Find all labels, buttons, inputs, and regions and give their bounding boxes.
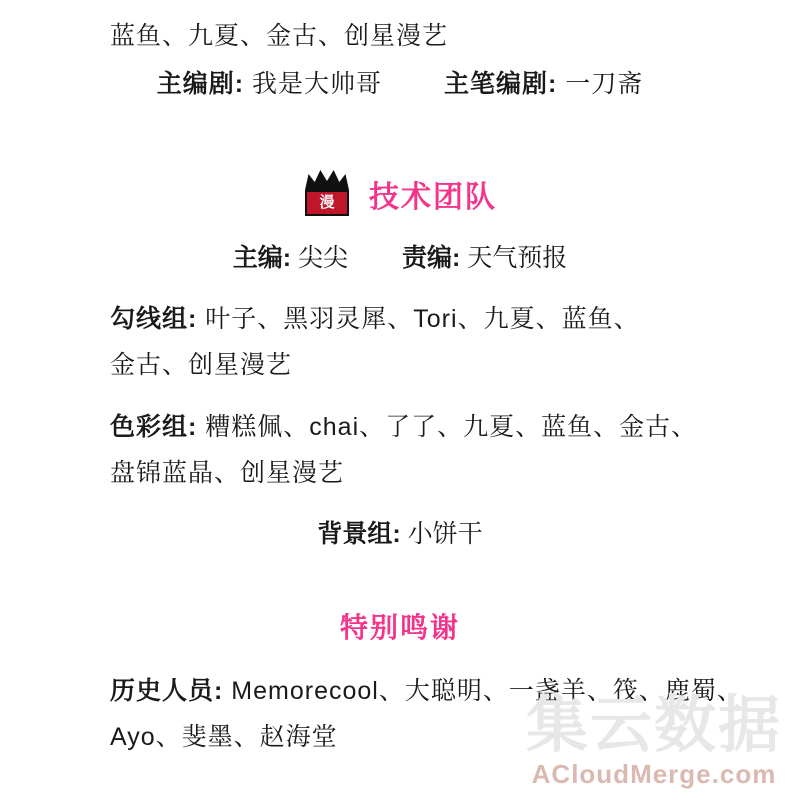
background-value: 小饼干 bbox=[407, 520, 483, 548]
history-first-line bbox=[110, 668, 743, 714]
editor-credits-row bbox=[110, 236, 690, 280]
background-group-row bbox=[110, 514, 690, 550]
artist-names-line: 蓝鱼、九夏、金古、创星漫艺 bbox=[110, 22, 449, 50]
color-first-line bbox=[110, 404, 698, 450]
editor-value: 尖尖 bbox=[298, 244, 349, 272]
manga-badge-icon bbox=[303, 170, 351, 218]
watermark-sub-text: ACloudMerge.com bbox=[531, 759, 777, 789]
special-thanks-title: 特别鸣谢 bbox=[339, 612, 460, 643]
lineart-group bbox=[110, 296, 690, 388]
lead-writer-value: 一刀斋 bbox=[565, 70, 644, 98]
lead-writer-label: 主笔编剧: bbox=[443, 70, 558, 98]
color-group bbox=[110, 404, 698, 496]
crown-shape bbox=[305, 170, 349, 190]
lineart-first-line bbox=[110, 296, 690, 342]
badge-plate-text: 漫 bbox=[319, 194, 335, 211]
lineart-members-line-1: 叶子、黑羽灵犀、Tori、九夏、蓝鱼、 bbox=[205, 305, 640, 333]
history-members-line-2: Ayo、斐墨、赵海堂 bbox=[110, 723, 338, 751]
color-members-line-1: 糟糕佩、chai、了了、九夏、蓝鱼、金古、 bbox=[205, 413, 698, 441]
color-members-line-2: 盘锦蓝晶、创星漫艺 bbox=[110, 459, 345, 487]
chief-writer-value: 我是大帅哥 bbox=[252, 70, 383, 98]
responsible-editor-value: 天气预报 bbox=[467, 244, 568, 272]
history-members-group bbox=[110, 668, 743, 760]
history-label: 历史人员: bbox=[110, 677, 224, 705]
tech-team-header bbox=[110, 170, 690, 218]
editor-label: 主编: bbox=[232, 244, 292, 272]
lineart-label: 勾线组: bbox=[110, 305, 198, 333]
lineart-members-line-2: 金古、创星漫艺 bbox=[110, 351, 293, 379]
background-label: 背景组: bbox=[317, 520, 401, 548]
chief-writer-label: 主编剧: bbox=[156, 70, 245, 98]
color-label: 色彩组: bbox=[110, 413, 198, 441]
history-members-line-1: Memorecool、大聪明、一盏羊、筏、鹿蜀、 bbox=[231, 677, 743, 705]
watermark-main-text: 集云数据 bbox=[525, 691, 782, 760]
writer-credits-row bbox=[110, 60, 690, 108]
tech-team-title: 技术团队 bbox=[369, 181, 497, 214]
responsible-editor-label: 责编: bbox=[401, 244, 461, 272]
